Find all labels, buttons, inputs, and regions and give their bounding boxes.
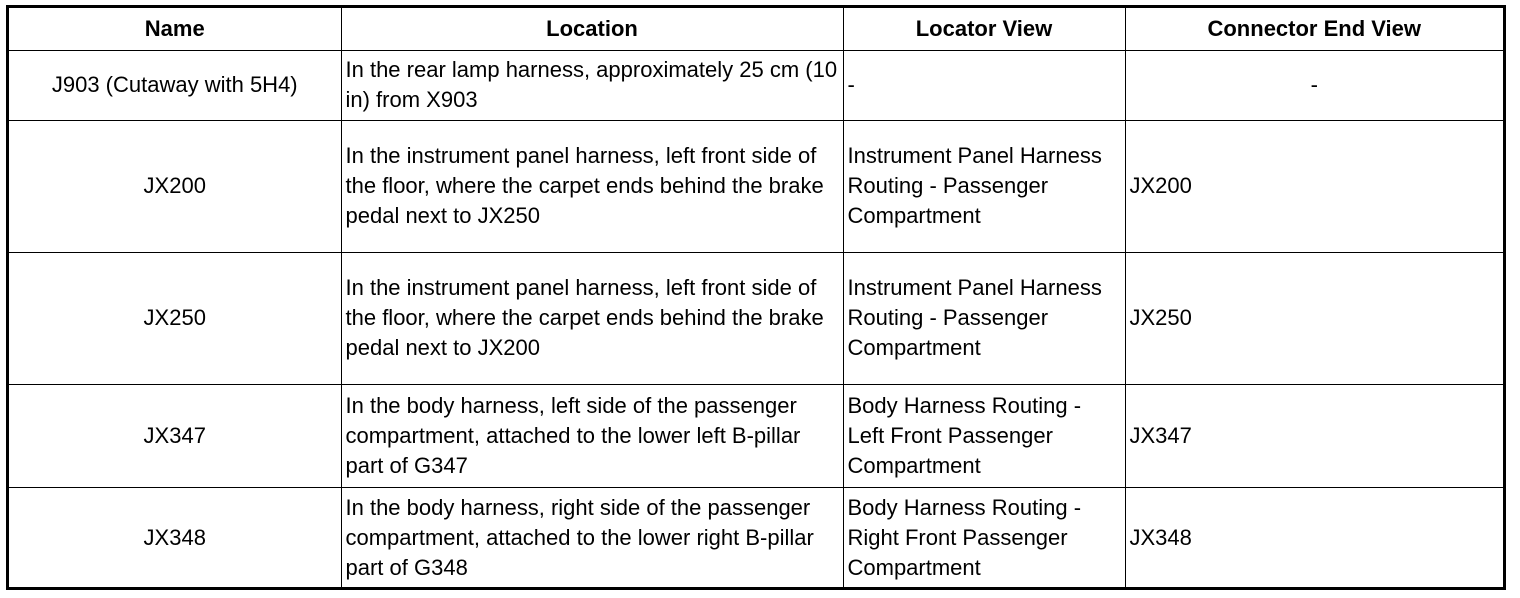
cell-name: JX347 [9, 384, 341, 487]
table-row [9, 252, 1503, 384]
cell-name: JX250 [9, 252, 341, 384]
header-location: Location [341, 8, 843, 50]
table-row [9, 487, 1503, 589]
cell-locator-view: - [843, 50, 1125, 120]
cell-connector-end-view: JX250 [1125, 252, 1503, 384]
header-name: Name [9, 8, 341, 50]
cell-connector-end-view: JX347 [1125, 384, 1503, 487]
table-row [9, 384, 1503, 487]
cell-connector-end-view: - [1125, 50, 1503, 120]
cell-location: In the instrument panel harness, left front side of the floor, where the carpet ends behind the brake pedal next to JX200 [341, 252, 843, 384]
cell-connector-end-view: JX348 [1125, 487, 1503, 589]
cell-locator-view: Body Harness Routing - Right Front Passenger Compartment [843, 487, 1125, 589]
table-row [9, 50, 1503, 120]
header-locator-view: Locator View [843, 8, 1125, 50]
connector-table [9, 8, 1503, 589]
cell-locator-view: Body Harness Routing - Left Front Passenger Compartment [843, 384, 1125, 487]
table-row [9, 120, 1503, 252]
cell-name: J903 (Cutaway with 5H4) [9, 50, 341, 120]
cell-location: In the body harness, left side of the passenger compartment, attached to the lower left B-pillar part of G347 [341, 384, 843, 487]
cell-location: In the instrument panel harness, left front side of the floor, where the carpet ends behind the brake pedal next to JX250 [341, 120, 843, 252]
cell-name: JX200 [9, 120, 341, 252]
connector-table-frame [6, 5, 1506, 590]
cell-locator-view: Instrument Panel Harness Routing - Passenger Compartment [843, 120, 1125, 252]
table-header-row [9, 8, 1503, 50]
cell-location: In the rear lamp harness, approximately 25 cm (10 in) from X903 [341, 50, 843, 120]
cell-locator-view: Instrument Panel Harness Routing - Passenger Compartment [843, 252, 1125, 384]
cell-name: JX348 [9, 487, 341, 589]
cell-location: In the body harness, right side of the passenger compartment, attached to the lower right B-pillar part of G348 [341, 487, 843, 589]
cell-connector-end-view: JX200 [1125, 120, 1503, 252]
header-connector-end-view: Connector End View [1125, 8, 1503, 50]
